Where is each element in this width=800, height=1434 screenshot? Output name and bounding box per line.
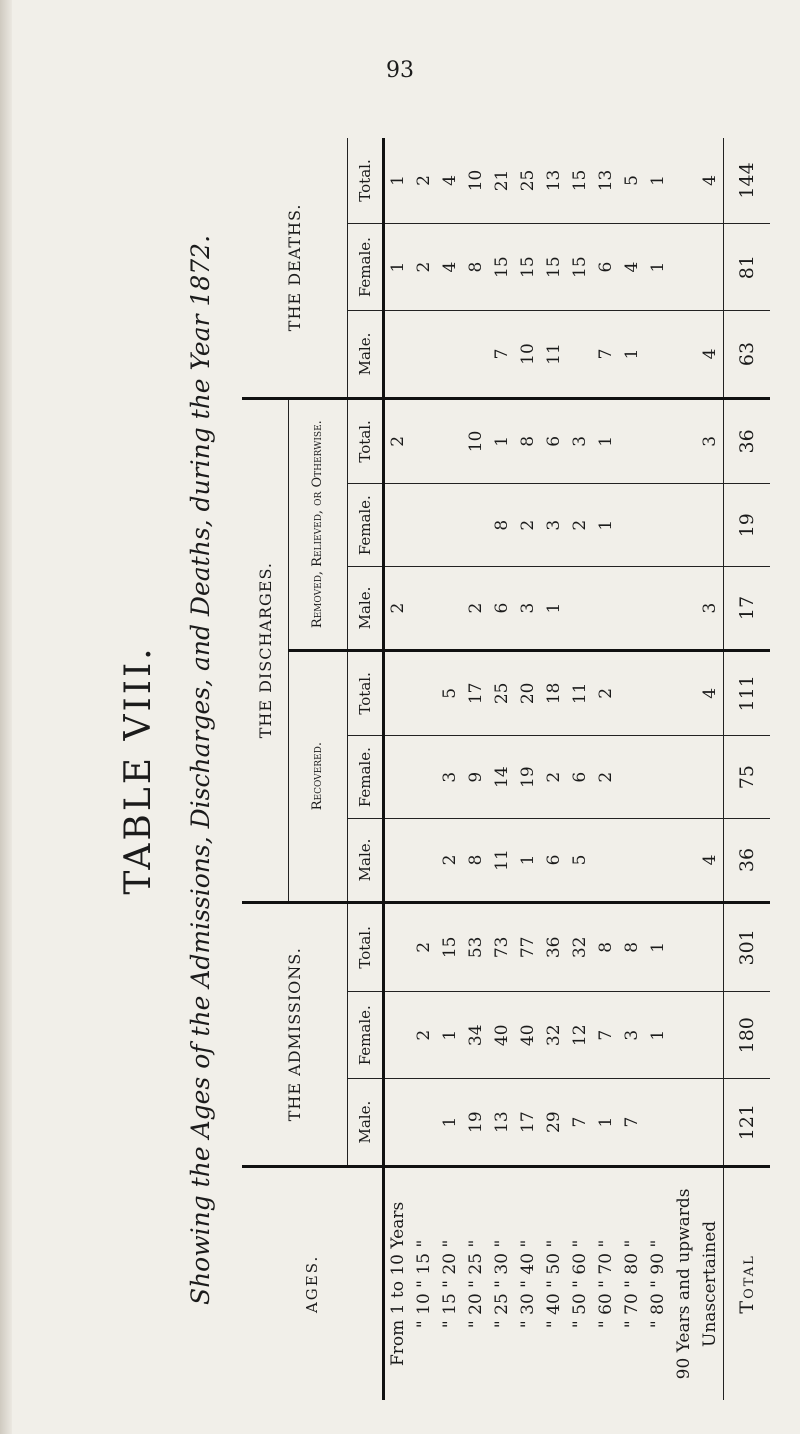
table-cell	[463, 311, 489, 398]
removed-relieved-header: Removed, Relieved, or Otherwise.	[289, 398, 348, 650]
table-cell	[437, 567, 463, 650]
table-cell: 1	[619, 311, 645, 398]
table-cell: 5	[622, 175, 642, 186]
table-cell: 1	[541, 567, 567, 650]
table-cell: 2	[384, 567, 412, 650]
table-cell: 2	[463, 567, 489, 650]
table-cell	[411, 819, 437, 902]
table-cell: 8	[593, 902, 619, 991]
age-range-label: From 1 to 10 Years	[384, 1166, 412, 1400]
table-cell: 15	[437, 902, 463, 991]
rotated-table-page	[100, 110, 760, 1430]
table-cell	[645, 311, 671, 398]
table-cell: 1	[593, 398, 619, 483]
total-label: Total	[724, 1166, 771, 1400]
table-cell: 1	[645, 223, 671, 310]
table-cell: 1	[489, 398, 515, 483]
table-cell: 5	[437, 650, 463, 735]
deaths-total-header: Total.	[348, 138, 384, 223]
table-cell: 14	[489, 736, 515, 819]
table-cell: 8	[619, 902, 645, 991]
table-cell	[411, 484, 437, 567]
table-cell	[671, 736, 697, 819]
table-cell: 10	[515, 311, 541, 398]
admissions-female-header: Female.	[348, 992, 384, 1079]
table-cell: 20	[515, 650, 541, 735]
total-cell: 75	[724, 736, 771, 819]
table-cell: 13	[596, 169, 616, 192]
table-cell: 6	[489, 567, 515, 650]
table-cell	[671, 650, 697, 735]
table-cell: 11	[567, 650, 593, 735]
table-cell	[671, 819, 697, 902]
table-cell	[645, 650, 671, 735]
table-row	[463, 138, 489, 1400]
table-cell: 4	[440, 175, 460, 186]
table-row	[489, 138, 515, 1400]
table-cell	[619, 567, 645, 650]
table-cell: 11	[541, 311, 567, 398]
table-cell: 6	[567, 736, 593, 819]
recovered-male-header: Male.	[348, 819, 384, 902]
table-cell: 6	[593, 223, 619, 310]
age-range-label: " 40 " 50 "	[541, 1166, 567, 1400]
table-cell	[697, 484, 724, 567]
table-cell	[384, 650, 412, 735]
table-cell	[645, 484, 671, 567]
table-cell: 15	[570, 169, 590, 192]
table-cell: 8	[463, 223, 489, 310]
table-row	[541, 138, 567, 1400]
table-cell: 4	[437, 223, 463, 310]
table-cell: 3	[697, 398, 724, 483]
table-cell: 3	[619, 992, 645, 1079]
total-cell: 63	[724, 311, 771, 398]
table-cell	[384, 484, 412, 567]
table-cell: 2	[541, 736, 567, 819]
age-range-label: " 25 " 30 "	[489, 1166, 515, 1400]
table-row	[411, 138, 437, 1400]
admissions-male-header: Male.	[348, 1079, 384, 1166]
table-cell: 1	[384, 223, 412, 310]
table-cell	[697, 223, 724, 310]
removed-total-header: Total.	[348, 398, 384, 483]
deaths-header: THE DEATHS.	[242, 138, 348, 398]
table-cell: 13	[489, 1079, 515, 1166]
table-cell: 29	[541, 1079, 567, 1166]
table-row	[697, 138, 724, 1400]
table-cell	[697, 992, 724, 1079]
table-cell	[671, 1079, 697, 1166]
table-cell: 2	[411, 992, 437, 1079]
removed-female-header: Female.	[348, 484, 384, 567]
table-cell: 6	[541, 398, 567, 483]
table-cell: 12	[567, 992, 593, 1079]
table-cell: 2	[384, 398, 412, 483]
table-cell	[671, 138, 697, 223]
table-cell	[671, 992, 697, 1079]
table-cell: 19	[463, 1079, 489, 1166]
table-cell: 17	[463, 650, 489, 735]
table-cell	[671, 311, 697, 398]
total-cell: 180	[724, 992, 771, 1079]
age-range-label: " 10 " 15 "	[411, 1166, 437, 1400]
removed-male-header: Male.	[348, 567, 384, 650]
table-cell	[593, 567, 619, 650]
table-cell: 8	[515, 398, 541, 483]
age-range-label: " 30 " 40 "	[515, 1166, 541, 1400]
table-cell	[593, 819, 619, 902]
table-cell: 1	[648, 175, 668, 186]
total-row	[724, 138, 771, 1400]
table-row	[619, 138, 645, 1400]
table-cell	[567, 311, 593, 398]
table-cell	[645, 736, 671, 819]
table-row	[593, 138, 619, 1400]
table-cell: 4	[700, 175, 720, 186]
table-cell	[671, 902, 697, 991]
table-cell: 2	[567, 484, 593, 567]
table-cell: 15	[567, 223, 593, 310]
table-cell: 11	[489, 819, 515, 902]
age-range-label: " 50 " 60 "	[567, 1166, 593, 1400]
table-cell	[645, 1079, 671, 1166]
table-subtitle: Showing the Ages of the Admissions, Discharges, and Deaths, during the Year 1872.	[186, 234, 215, 1306]
table-cell	[619, 650, 645, 735]
table-cell: 8	[463, 819, 489, 902]
table-cell: 3	[567, 398, 593, 483]
table-cell	[437, 398, 463, 483]
table-cell	[619, 819, 645, 902]
table-cell: 7	[489, 311, 515, 398]
total-cell: 301	[724, 902, 771, 991]
page-gutter-shadow	[0, 0, 12, 1434]
total-cell: 17	[724, 567, 771, 650]
table-cell: 2	[411, 223, 437, 310]
table-cell: 17	[515, 1079, 541, 1166]
table-cell: 1	[388, 175, 408, 186]
table-cell: 32	[567, 902, 593, 991]
table-cell: 4	[697, 819, 724, 902]
table-cell	[384, 819, 412, 902]
table-cell: 32	[541, 992, 567, 1079]
table-cell	[411, 398, 437, 483]
table-cell: 53	[463, 902, 489, 991]
table-cell: 8	[489, 484, 515, 567]
total-cell: 111	[724, 650, 771, 735]
table-cell: 1	[515, 819, 541, 902]
table-cell: 3	[541, 484, 567, 567]
table-cell: 1	[645, 902, 671, 991]
table-row	[671, 138, 697, 1400]
table-cell: 2	[411, 902, 437, 991]
table-row	[645, 138, 671, 1400]
total-cell: 19	[724, 484, 771, 567]
recovered-female-header: Female.	[348, 736, 384, 819]
admissions-total-header: Total.	[348, 902, 384, 991]
age-range-label: Unascertained	[697, 1166, 724, 1400]
age-range-label: " 60 " 70 "	[593, 1166, 619, 1400]
table-cell: 7	[567, 1079, 593, 1166]
table-cell	[697, 1079, 724, 1166]
table-cell: 3	[697, 567, 724, 650]
discharges-header: THE DISCHARGES.	[242, 398, 289, 902]
age-range-label: 90 Years and upwards	[671, 1166, 697, 1400]
table-cell	[463, 484, 489, 567]
table-cell: 2	[593, 650, 619, 735]
table-cell: 1	[593, 484, 619, 567]
table-cell: 77	[515, 902, 541, 991]
table-cell	[697, 736, 724, 819]
total-cell: 36	[724, 819, 771, 902]
table-cell: 7	[619, 1079, 645, 1166]
deaths-female-header: Female.	[348, 223, 384, 310]
table-cell: 2	[515, 484, 541, 567]
table-cell: 9	[463, 736, 489, 819]
table-cell	[567, 567, 593, 650]
table-cell	[645, 398, 671, 483]
table-cell	[437, 311, 463, 398]
admissions-discharges-deaths-table	[242, 138, 770, 1400]
table-cell: 15	[515, 223, 541, 310]
table-cell	[384, 736, 412, 819]
table-cell	[671, 223, 697, 310]
age-range-label: " 80 " 90 "	[645, 1166, 671, 1400]
table-body	[384, 138, 724, 1400]
table-cell: 25	[489, 650, 515, 735]
table-cell	[411, 1079, 437, 1166]
table-cell: 2	[593, 736, 619, 819]
table-cell	[384, 902, 412, 991]
table-cell: 5	[567, 819, 593, 902]
table-cell	[411, 650, 437, 735]
table-cell: 1	[437, 1079, 463, 1166]
table-cell	[384, 1079, 412, 1166]
table-cell: 1	[437, 992, 463, 1079]
table-cell	[384, 992, 412, 1079]
table-row	[567, 138, 593, 1400]
table-cell: 2	[414, 175, 434, 186]
table-cell: 6	[541, 819, 567, 902]
age-range-label: " 15 " 20 "	[437, 1166, 463, 1400]
table-cell: 10	[466, 169, 486, 192]
table-cell	[619, 398, 645, 483]
table-row	[515, 138, 541, 1400]
table-cell: 7	[593, 311, 619, 398]
table-title: TABLE VIII.	[118, 645, 159, 895]
table-cell	[645, 567, 671, 650]
table-cell: 25	[518, 169, 538, 192]
total-cell: 144	[724, 138, 771, 223]
table-cell: 36	[541, 902, 567, 991]
table-cell	[437, 484, 463, 567]
table-cell	[671, 567, 697, 650]
table-cell: 19	[515, 736, 541, 819]
admissions-header: THE ADMISSIONS.	[242, 902, 348, 1166]
table-cell	[645, 819, 671, 902]
table-cell	[671, 398, 697, 483]
table-cell: 21	[492, 169, 512, 192]
table-cell	[384, 311, 412, 398]
table-cell: 15	[489, 223, 515, 310]
table-cell: 34	[463, 992, 489, 1079]
table-cell	[619, 736, 645, 819]
table-cell	[411, 311, 437, 398]
deaths-male-header: Male.	[348, 311, 384, 398]
table-cell: 18	[541, 650, 567, 735]
table-cell	[671, 484, 697, 567]
table-cell	[619, 484, 645, 567]
table-cell	[697, 902, 724, 991]
table-cell: 15	[541, 223, 567, 310]
recovered-total-header: Total.	[348, 650, 384, 735]
table-cell: 4	[697, 311, 724, 398]
table-cell: 73	[489, 902, 515, 991]
table-cell: 40	[515, 992, 541, 1079]
table-cell: 4	[619, 223, 645, 310]
table-row	[384, 138, 412, 1400]
age-range-label: " 70 " 80 "	[619, 1166, 645, 1400]
table-cell: 4	[697, 650, 724, 735]
table-cell: 40	[489, 992, 515, 1079]
table-cell: 3	[437, 736, 463, 819]
page-number: 93	[386, 58, 414, 83]
total-cell: 81	[724, 223, 771, 310]
table-cell: 10	[463, 398, 489, 483]
age-range-label: " 20 " 25 "	[463, 1166, 489, 1400]
table-cell: 2	[437, 819, 463, 902]
table-cell: 1	[645, 992, 671, 1079]
total-cell: 36	[724, 398, 771, 483]
table-cell	[411, 567, 437, 650]
table-cell: 13	[544, 169, 564, 192]
table-cell: 7	[593, 992, 619, 1079]
table-cell: 3	[515, 567, 541, 650]
table-cell: 1	[593, 1079, 619, 1166]
recovered-header: Recovered.	[289, 650, 348, 902]
total-cell: 121	[724, 1079, 771, 1166]
table-cell	[411, 736, 437, 819]
table-row	[437, 138, 463, 1400]
ages-header: AGES.	[242, 1166, 384, 1400]
